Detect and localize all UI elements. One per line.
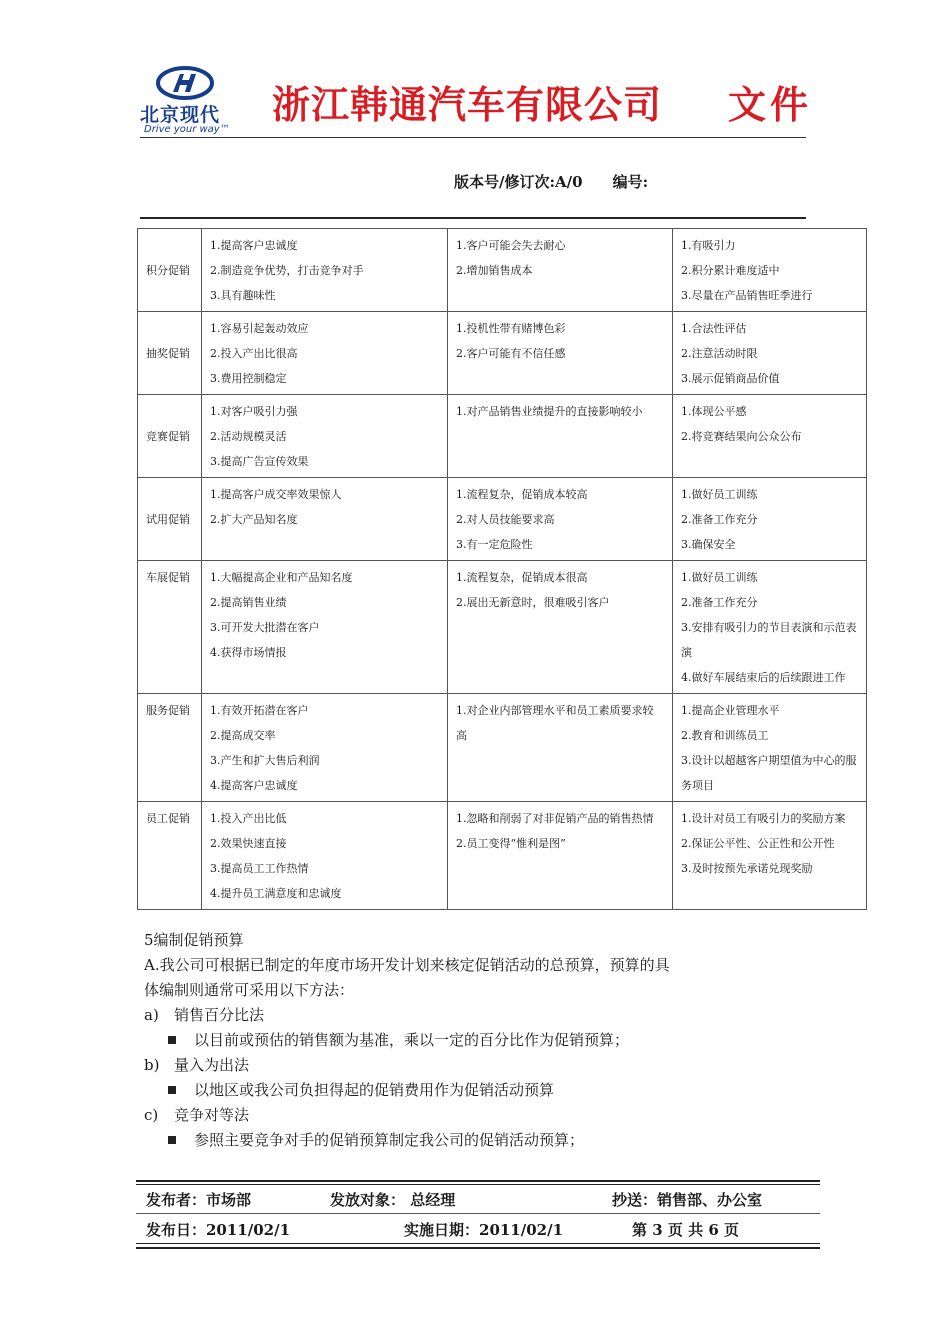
promotion-type-cell [138, 229, 202, 312]
promotion-type-cell [138, 694, 202, 802]
table-row [138, 229, 867, 312]
cell-line: 2.提高销售业绩 [210, 596, 287, 609]
version-label: 版本号/修订次:A/0 [454, 173, 583, 191]
promotion-type-label: 积分促销 [146, 264, 190, 277]
footer-divider [136, 1247, 820, 1249]
cell-line: 1.对产品销售业绩提升的直接影响较小 [456, 405, 643, 418]
square-bullet-icon [168, 1086, 176, 1094]
footer-cc: 抄送：销售部、办公室 [612, 1191, 763, 1209]
table-row [138, 312, 867, 395]
cell-line: 3.安排有吸引力的节目表演和示范表演 [681, 621, 857, 659]
cell-line: 1.有效开拓潜在客户 [210, 704, 309, 717]
promotion-type-cell [138, 802, 202, 910]
cell-line: 3.设计以超越客户期望值为中心的服务项目 [681, 754, 857, 792]
table-row [138, 395, 867, 478]
disadvantages-cell [448, 478, 673, 561]
footer-publisher: 发布者：市场部 [146, 1191, 252, 1209]
cell-line: 2.制造竞争优势，打击竞争对手 [210, 264, 364, 277]
cell-line: 3.有一定危险性 [456, 538, 533, 551]
advantages-cell [202, 478, 448, 561]
advantages-cell [202, 229, 448, 312]
disadvantages-cell [448, 694, 673, 802]
cell-line: 1.大幅提高企业和产品知名度 [210, 571, 353, 584]
method-item [144, 1053, 824, 1078]
cell-line: 2.准备工作充分 [681, 513, 758, 526]
disadvantages-cell [448, 561, 673, 694]
cell-line: 2.注意活动时限 [681, 347, 758, 360]
cell-line: 2.提高成交率 [210, 729, 276, 742]
document-label: 文件 [728, 83, 813, 127]
cell-line: 1.容易引起轰动效应 [210, 322, 309, 335]
cell-line: 3.产生和扩大售后利润 [210, 754, 320, 767]
cell-line: 1.投入产出比低 [210, 812, 287, 825]
disadvantages-cell [448, 229, 673, 312]
version-line [454, 171, 648, 192]
cell-line: 3.提高员工工作热情 [210, 862, 309, 875]
cell-line: 1.提高客户成交率效果惊人 [210, 488, 342, 501]
cell-line: 1.做好员工训练 [681, 488, 758, 501]
method-description [144, 1028, 824, 1053]
cell-line: 3.及时按预先承诺兑现奖励 [681, 862, 813, 875]
promotion-type-label: 抽奖促销 [146, 347, 190, 360]
method-description-text: 以目前或预估的销售额为基准，乘以一定的百分比作为促销预算； [194, 1031, 630, 1049]
cell-line: 3.具有趣味性 [210, 289, 276, 302]
cell-line: 1.提高企业管理水平 [681, 704, 780, 717]
footer-divider [136, 1213, 820, 1214]
cell-line: 3.展示促销商品价值 [681, 372, 780, 385]
method-description [144, 1078, 824, 1103]
budget-section [144, 928, 824, 1153]
notes-cell [673, 802, 867, 910]
promotion-table [137, 228, 867, 910]
cell-line: 2.对人员技能要求高 [456, 513, 555, 526]
advantages-cell [202, 312, 448, 395]
cell-line: 1.忽略和削弱了对非促销产品的销售热情 [456, 812, 654, 825]
cell-line: 2.投入产出比很高 [210, 347, 298, 360]
cell-line: 3.确保安全 [681, 538, 736, 551]
method-item [144, 1003, 824, 1028]
footer-audience: 发放对象： 总经理 [330, 1191, 456, 1209]
promotion-type-cell [138, 312, 202, 395]
method-marker: a) [144, 1006, 159, 1024]
table-row [138, 802, 867, 910]
company-name: 浙江韩通汽车有限公司 [272, 83, 663, 127]
intro-line-1: A.我公司可根据已制定的年度市场开发计划来核定促销活动的总预算，预算的具 [144, 956, 670, 974]
square-bullet-icon [168, 1036, 176, 1044]
notes-cell [673, 694, 867, 802]
cell-line: 1.合法性评估 [681, 322, 747, 335]
method-marker: c) [144, 1106, 159, 1124]
method-description-text: 以地区或我公司负担得起的促销费用作为促销活动预算 [194, 1081, 555, 1099]
version-divider [140, 217, 806, 219]
cell-line: 2.效果快速直接 [210, 837, 287, 850]
cell-line: 3.可开发大批潜在客户 [210, 621, 320, 634]
promotion-type-cell [138, 561, 202, 694]
cell-line: 1.客户可能会失去耐心 [456, 239, 566, 252]
cell-line: 1.做好员工训练 [681, 571, 758, 584]
notes-cell [673, 561, 867, 694]
cell-line: 2.保证公平性、公正性和公开性 [681, 837, 835, 850]
method-name: 量入为出法 [174, 1056, 250, 1074]
promotion-type-cell [138, 478, 202, 561]
cell-line: 2.教育和训练员工 [681, 729, 769, 742]
hyundai-emblem-icon [156, 66, 214, 100]
promotion-table-body [138, 229, 867, 910]
promotion-type-label: 试用促销 [146, 513, 190, 526]
notes-cell [673, 395, 867, 478]
table-row [138, 478, 867, 561]
cell-line: 2.活动规模灵活 [210, 430, 287, 443]
promotion-type-label: 员工促销 [146, 812, 190, 825]
cell-line: 4.提高客户忠诚度 [210, 779, 298, 792]
logo-brand-text: 北京现代 [140, 104, 221, 126]
footer-effective-date: 实施日期：2011/02/1 [404, 1221, 564, 1239]
cell-line: 2.展出无新意时，很难吸引客户 [456, 596, 610, 609]
disadvantages-cell [448, 395, 673, 478]
cell-line: 2.准备工作充分 [681, 596, 758, 609]
cell-line: 1.设计对员工有吸引力的奖励方案 [681, 812, 846, 825]
cell-line: 2.员工变得“惟利是图” [456, 837, 566, 850]
cell-line: 2.增加销售成本 [456, 264, 533, 277]
method-item [144, 1103, 824, 1128]
advantages-cell [202, 395, 448, 478]
footer-issue-date: 发布日：2011/02/1 [146, 1221, 291, 1239]
cell-line: 1.流程复杂，促销成本很高 [456, 571, 588, 584]
footer-divider [136, 1243, 820, 1244]
disadvantages-cell [448, 802, 673, 910]
disadvantages-cell [448, 312, 673, 395]
footer-divider [136, 1184, 820, 1185]
cell-line: 2.客户可能有不信任感 [456, 347, 566, 360]
cell-line: 1.体现公平感 [681, 405, 747, 418]
footer-page-info: 第 3 页 共 6 页 [632, 1221, 739, 1239]
method-description-text: 参照主要竞争对手的促销预算制定我公司的促销活动预算； [194, 1131, 585, 1149]
cell-line: 1.投机性带有赌博色彩 [456, 322, 566, 335]
advantages-cell [202, 802, 448, 910]
cell-line: 1.对客户吸引力强 [210, 405, 298, 418]
footer-divider [136, 1180, 820, 1182]
notes-cell [673, 478, 867, 561]
cell-line: 4.提升员工满意度和忠诚度 [210, 887, 342, 900]
cell-line: 3.尽量在产品销售旺季进行 [681, 289, 813, 302]
method-name: 竞争对等法 [174, 1106, 250, 1124]
promotion-type-label: 服务促销 [146, 704, 190, 717]
promotion-type-label: 竞赛促销 [146, 430, 190, 443]
cell-line: 3.费用控制稳定 [210, 372, 287, 385]
method-marker: b) [144, 1056, 160, 1074]
advantages-cell [202, 561, 448, 694]
number-label: 编号: [612, 173, 649, 191]
cell-line: 1.流程复杂，促销成本较高 [456, 488, 588, 501]
cell-line: 1.对企业内部管理水平和员工素质要求较高 [456, 704, 654, 742]
logo-slogan: Drive your way™ [144, 124, 230, 135]
table-row [138, 561, 867, 694]
advantages-cell [202, 694, 448, 802]
method-name: 销售百分比法 [174, 1006, 265, 1024]
promotion-type-label: 车展促销 [146, 571, 190, 584]
cell-line: 2.将竞赛结果向公众公布 [681, 430, 802, 443]
intro-line-2: 体编制则通常可采用以下方法： [144, 981, 355, 999]
cell-line: 2.积分累计难度适中 [681, 264, 780, 277]
company-logo [140, 66, 240, 142]
notes-cell [673, 229, 867, 312]
cell-line: 3.提高广告宣传效果 [210, 455, 309, 468]
square-bullet-icon [168, 1136, 176, 1144]
notes-cell [673, 312, 867, 395]
method-description [144, 1128, 824, 1153]
cell-line: 4.做好车展结束后的后续跟进工作 [681, 671, 846, 684]
cell-line: 2.扩大产品知名度 [210, 513, 298, 526]
section-heading: 5编制促销预算 [144, 931, 244, 949]
table-row [138, 694, 867, 802]
cell-line: 1.提高客户忠诚度 [210, 239, 298, 252]
cell-line: 4.获得市场情报 [210, 646, 287, 659]
header-divider [140, 137, 806, 138]
promotion-type-cell [138, 395, 202, 478]
cell-line: 1.有吸引力 [681, 239, 736, 252]
